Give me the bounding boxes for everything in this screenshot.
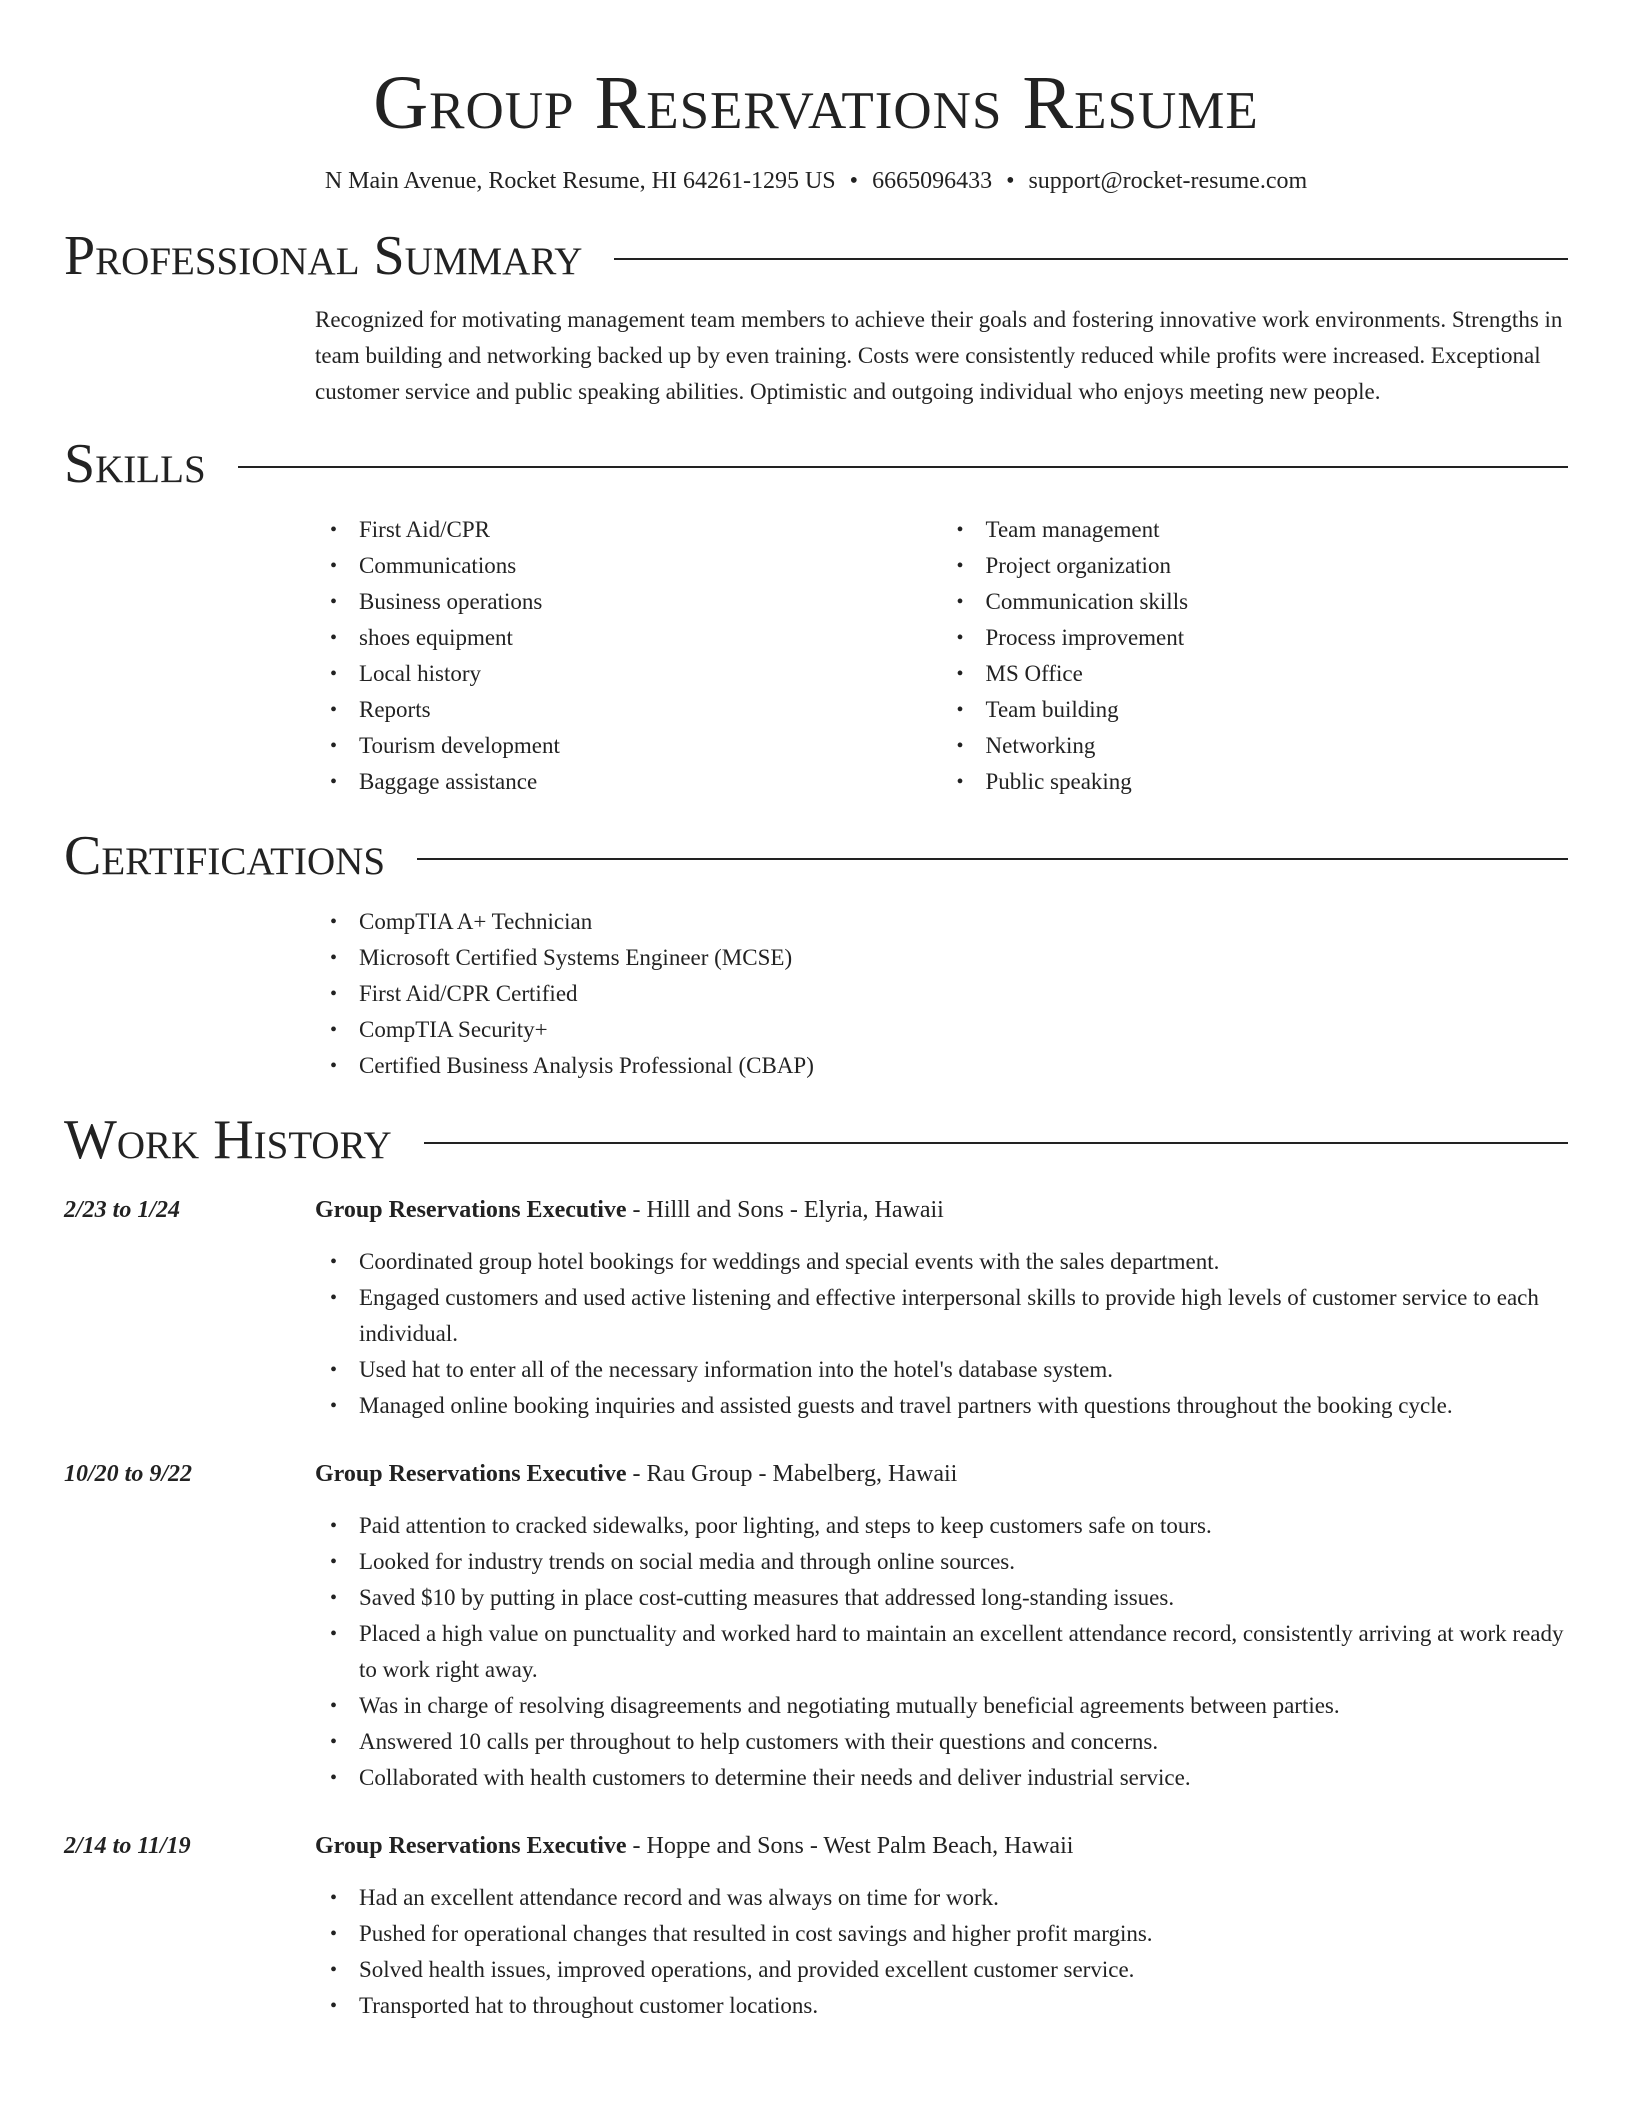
job-entry xyxy=(64,1456,1568,1796)
skill-item: • Team management xyxy=(986,512,1569,548)
job-dates: 10/20 to 9/22 xyxy=(64,1461,193,1487)
contact-separator: • xyxy=(1006,168,1015,194)
job-entry xyxy=(64,1828,1568,2024)
contact-address: N Main Avenue, Rocket Resume, HI 64261-1295 US xyxy=(324,168,836,194)
contact-line xyxy=(64,166,1568,196)
summary-section-header xyxy=(64,224,1568,288)
job-bullet: • Engaged customers and used active listening and effective interpersonal skills to provide high levels of customer service to each individual. xyxy=(359,1280,1568,1352)
skill-item: • Communications xyxy=(359,548,942,584)
work-heading: Work History xyxy=(64,1109,392,1171)
skill-item: • Team building xyxy=(986,692,1569,728)
section-divider xyxy=(417,858,1568,860)
skill-item: • Networking xyxy=(986,728,1569,764)
summary-text: Recognized for motivating management team members to achieve their goals and fostering innovative work environments. Strengths in team building and networking backed up by even training. Costs were consistently reduced while profits were increased. Exceptional customer service and public speaking abilities. Optimistic and outgoing individual who enjoys meeting new people. xyxy=(315,307,1563,404)
job-title-line xyxy=(315,1192,1568,1228)
job-bullet: • Answered 10 calls per throughout to help customers with their questions and concerns. xyxy=(359,1724,1568,1760)
job-bullet: • Looked for industry trends on social media and through online sources. xyxy=(359,1544,1568,1580)
job-entry xyxy=(64,1192,1568,1424)
skill-item: • shoes equipment xyxy=(359,620,942,656)
contact-phone: 6665096433 xyxy=(872,168,993,194)
skill-item: • Process improvement xyxy=(986,620,1569,656)
resume-page xyxy=(64,0,1568,2024)
job-dates: 2/23 to 1/24 xyxy=(64,1197,181,1223)
work-section-header xyxy=(64,1108,1568,1172)
section-divider xyxy=(238,466,1568,468)
job-dates: 2/14 to 11/19 xyxy=(64,1833,191,1859)
skills-column-right xyxy=(942,512,1569,800)
certifications-heading: Certifications xyxy=(64,825,386,887)
skills-column-left xyxy=(315,512,942,800)
resume-title: Group Reservations Resume xyxy=(373,61,1259,145)
skill-item: • Public speaking xyxy=(986,764,1569,800)
skill-item: • MS Office xyxy=(986,656,1569,692)
job-bullet: • Coordinated group hotel bookings for weddings and special events with the sales department. xyxy=(359,1244,1568,1280)
skill-item: • Business operations xyxy=(359,584,942,620)
job-title: Group Reservations Executive xyxy=(315,1197,627,1223)
certifications-list xyxy=(315,904,1568,1084)
job-bullets xyxy=(315,1508,1568,1796)
section-divider xyxy=(614,258,1568,260)
skills-list xyxy=(315,512,1568,800)
skill-item: • Reports xyxy=(359,692,942,728)
job-company: - Rau Group - Mabelberg, Hawaii xyxy=(626,1461,958,1487)
skill-item: • Baggage assistance xyxy=(359,764,942,800)
job-bullet: • Used hat to enter all of the necessary information into the hotel's database system. xyxy=(359,1352,1568,1388)
job-bullet: • Transported hat to throughout customer locations. xyxy=(359,1988,1568,2024)
certifications-section-header xyxy=(64,824,1568,888)
job-bullet: • Was in charge of resolving disagreements and negotiating mutually beneficial agreements between parties. xyxy=(359,1688,1568,1724)
job-title-line xyxy=(315,1456,1568,1492)
job-company: - Hilll and Sons - Elyria, Hawaii xyxy=(626,1197,944,1223)
job-bullets xyxy=(315,1880,1568,2024)
certification-item: • CompTIA Security+ xyxy=(359,1012,1568,1048)
job-bullets xyxy=(315,1244,1568,1424)
job-bullet: • Had an excellent attendance record and was always on time for work. xyxy=(359,1880,1568,1916)
job-title: Group Reservations Executive xyxy=(315,1461,627,1487)
job-bullet: • Saved $10 by putting in place cost-cutting measures that addressed long-standing issues. xyxy=(359,1580,1568,1616)
contact-separator: • xyxy=(849,168,859,194)
job-title: Group Reservations Executive xyxy=(315,1833,627,1859)
certification-item: • CompTIA A+ Technician xyxy=(359,904,1568,940)
job-bullet: • Placed a high value on punctuality and worked hard to maintain an excellent attendance record, consistently arriving at work ready to work right away. xyxy=(359,1616,1568,1688)
job-title-line xyxy=(315,1828,1568,1864)
summary-heading: Professional Summary xyxy=(64,225,583,287)
job-bullet: • Pushed for operational changes that resulted in cost savings and higher profit margins. xyxy=(359,1916,1568,1952)
skill-item: • Local history xyxy=(359,656,942,692)
skills-heading: Skills xyxy=(64,433,206,495)
skills-section-header xyxy=(64,432,1568,496)
certification-item: • First Aid/CPR Certified xyxy=(359,976,1568,1012)
skill-item: • Communication skills xyxy=(986,584,1569,620)
job-bullet: • Solved health issues, improved operations, and provided excellent customer service. xyxy=(359,1952,1568,1988)
certification-item: • Microsoft Certified Systems Engineer (MCSE) xyxy=(359,940,1568,976)
job-company: - Hoppe and Sons - West Palm Beach, Hawaii xyxy=(626,1833,1074,1859)
skill-item: • First Aid/CPR xyxy=(359,512,942,548)
section-divider xyxy=(424,1142,1568,1144)
job-bullet: • Managed online booking inquiries and assisted guests and travel partners with questions throughout the booking cycle. xyxy=(359,1388,1568,1424)
skill-item: • Tourism development xyxy=(359,728,942,764)
contact-email: support@rocket-resume.com xyxy=(1028,168,1308,194)
skill-item: • Project organization xyxy=(986,548,1569,584)
job-bullet: • Paid attention to cracked sidewalks, poor lighting, and steps to keep customers safe on tours. xyxy=(359,1508,1568,1544)
job-bullet: • Collaborated with health customers to determine their needs and deliver industrial service. xyxy=(359,1760,1568,1796)
certification-item: • Certified Business Analysis Professional (CBAP) xyxy=(359,1048,1568,1084)
